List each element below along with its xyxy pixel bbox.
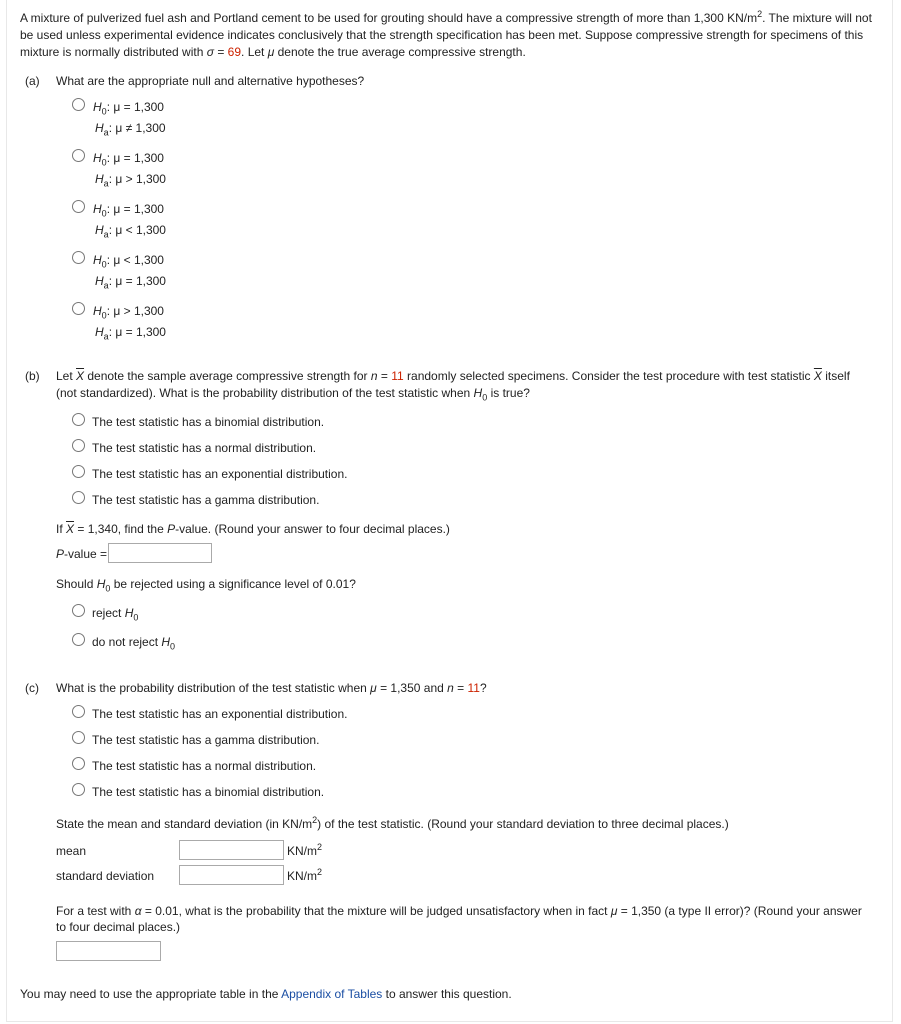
distribution-c-option-3-label: The test statistic has a normal distribution. <box>92 759 317 773</box>
state-mean-sd-question: State the mean and standard deviation (in $KN/m^2$) of the test statistic. (Round your standard deviation to three decimal places.) <box>56 815 729 831</box>
distribution-c-option-4-radio[interactable] <box>72 783 85 796</box>
distribution-c-option-3-radio[interactable] <box>72 757 85 770</box>
null-hypothesis-text: $H_0$: μ = 1,300 <box>93 100 164 117</box>
mean-label: mean <box>56 844 87 858</box>
sd-label: standard deviation <box>56 869 155 883</box>
reject-question: Should $H_0$ be rejected using a significance level of 0.01? <box>56 577 356 594</box>
alternative-hypothesis-text: $H_a$: μ ≠ 1,300 <box>95 121 166 138</box>
null-hypothesis-text: $H_0$: μ = 1,300 <box>93 151 164 168</box>
do-not-reject-radio[interactable] <box>72 633 85 646</box>
part-b-question-line1: Let $\overline{X}$ denote the sample average compressive strength for n = 11 randomly selected specimens. Consider the test procedure with test statistic $\overline{X}$ itself <box>56 369 850 383</box>
distribution-c-option-4-label: The test statistic has a binomial distribution. <box>92 785 325 799</box>
sd-unit: $KN/m^2$ <box>287 867 323 883</box>
reject-label: reject $H_0$ <box>92 606 139 623</box>
part-a-label: (a) <box>25 74 40 88</box>
part-c-question: What is the probability distribution of the test statistic when μ = 1,350 and n = 11? <box>56 681 487 695</box>
reject-radio[interactable] <box>72 604 85 617</box>
null-hypothesis-text: $H_0$: μ > 1,300 <box>93 304 164 321</box>
hypothesis-option-2-radio[interactable] <box>72 149 85 162</box>
distribution-c-option-2-label: The test statistic has a gamma distribution. <box>92 733 320 747</box>
alternative-hypothesis-text: $H_a$: μ = 1,300 <box>95 325 166 342</box>
mean-unit: $KN/m^2$ <box>287 842 323 858</box>
alternative-hypothesis-text: $H_a$: μ = 1,300 <box>95 274 166 291</box>
pvalue-question: If $\overline{X} = 1,340$, find the P-value. (Round your answer to four decimal places.) <box>56 522 450 536</box>
footer-note: You may need to use the appropriate table in the Appendix of Tables to answer this question. <box>20 987 512 1001</box>
null-hypothesis-text: $H_0$: μ < 1,300 <box>93 253 164 270</box>
distribution-b-option-3-radio[interactable] <box>72 465 85 478</box>
distribution-b-option-2-radio[interactable] <box>72 439 85 452</box>
hypothesis-option-1-radio[interactable] <box>72 98 85 111</box>
intro-paragraph: A mixture of pulverized fuel ash and Portland cement to be used for grouting should have a compressive strength of more than 1,300 $KN/m^2$. The mixture will not be used unless experimental evidence indicates conclusively that the strength specification has been met. Suppose compressive strength for specimens of this mixture is normally distributed with σ = 69. Let μ denote the true average compressive strength. <box>20 9 872 59</box>
part-a-question: What are the appropriate null and alternative hypotheses? <box>56 74 365 88</box>
hypothesis-option-3-radio[interactable] <box>72 200 85 213</box>
hypothesis-option-5-radio[interactable] <box>72 302 85 315</box>
part-b-label: (b) <box>25 369 40 383</box>
distribution-b-option-1-label: The test statistic has a binomial distribution. <box>92 415 325 429</box>
distribution-b-option-3-label: The test statistic has an exponential distribution. <box>92 467 348 481</box>
distribution-c-option-2-radio[interactable] <box>72 731 85 744</box>
alternative-hypothesis-text: $H_a$: μ > 1,300 <box>95 172 166 189</box>
distribution-c-option-1-radio[interactable] <box>72 705 85 718</box>
distribution-b-option-4-label: The test statistic has a gamma distribution. <box>92 493 320 507</box>
null-hypothesis-text: $H_0$: μ = 1,300 <box>93 202 164 219</box>
alternative-hypothesis-text: $H_a$: μ < 1,300 <box>95 223 166 240</box>
type-ii-question-line1: For a test with α = 0.01, what is the probability that the mixture will be judged unsatisfactory when in fact μ = 1,350 (a type II error)? (Round your answer <box>56 904 862 918</box>
type-ii-input[interactable] <box>56 941 161 961</box>
do-not-reject-label: do not reject $H_0$ <box>92 635 176 652</box>
sigma-value: 69 <box>227 45 242 59</box>
mean-input[interactable] <box>179 840 284 860</box>
pvalue-input[interactable] <box>108 543 212 563</box>
sd-input[interactable] <box>179 865 284 885</box>
part-c-label: (c) <box>25 681 39 695</box>
pvalue-label: P-value = <box>56 547 108 561</box>
type-ii-question-line2: to four decimal places.) <box>56 920 181 934</box>
hypothesis-option-4-radio[interactable] <box>72 251 85 264</box>
distribution-c-option-1-label: The test statistic has an exponential distribution. <box>92 707 348 721</box>
distribution-b-option-2-label: The test statistic has a normal distribution. <box>92 441 317 455</box>
distribution-b-option-1-radio[interactable] <box>72 413 85 426</box>
distribution-b-option-4-radio[interactable] <box>72 491 85 504</box>
appendix-link[interactable]: Appendix of Tables <box>281 987 383 1001</box>
part-b-question-line2: (not standardized). What is the probability distribution of the test statistic when $H_0$ is true? <box>56 386 530 403</box>
